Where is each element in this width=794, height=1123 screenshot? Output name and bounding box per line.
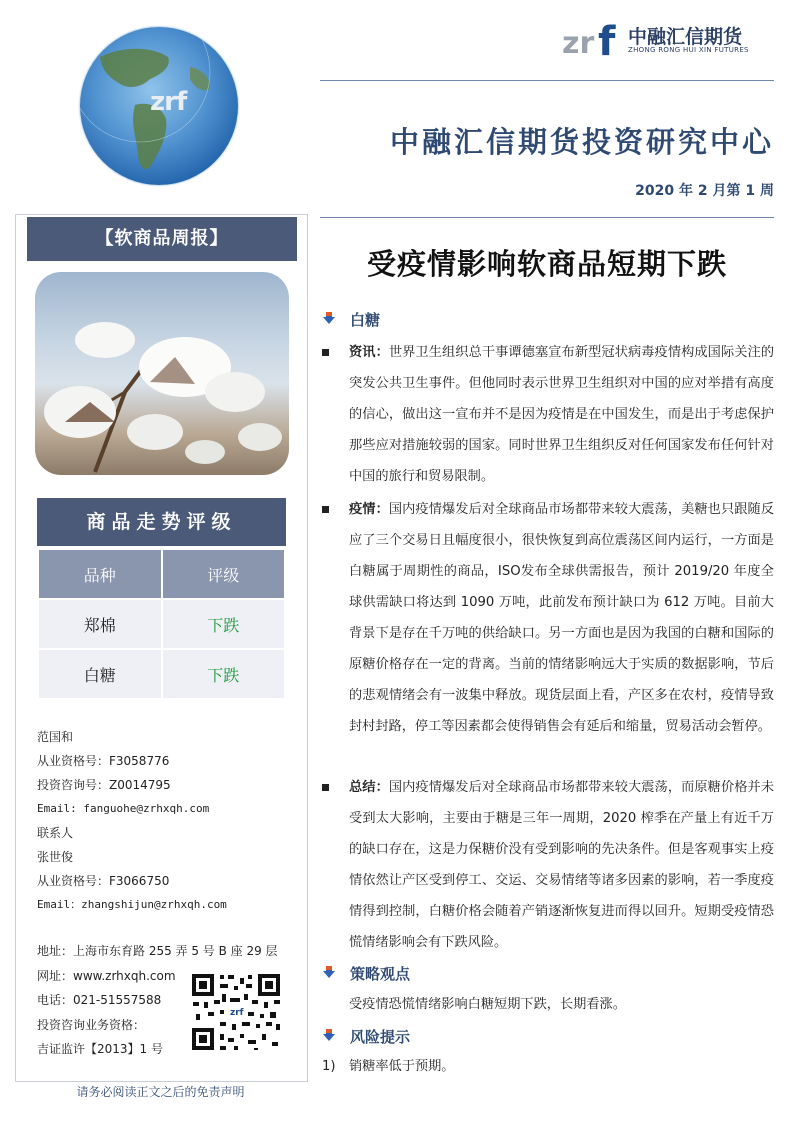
table-row <box>39 600 284 648</box>
svg-text:zr: zr <box>562 26 595 59</box>
report-week: 2020 年 2 月第 1 周 <box>635 183 774 199</box>
paragraph-news <box>349 337 774 492</box>
analyst-consult-no: 投资咨询号：Z0014795 <box>37 778 171 792</box>
rating-title: 商品走势评级 <box>37 498 286 546</box>
paragraph-summary <box>349 772 774 958</box>
bullet-icon <box>322 349 329 356</box>
license-number: 吉证监许【2013】1 号 <box>37 1042 163 1056</box>
disclaimer-note: 请务必阅读正文之后的免责声明 <box>76 1085 245 1099</box>
table-row <box>39 650 284 698</box>
contact-label: 联系人 <box>37 826 74 840</box>
risk-item-number: 1) <box>322 1059 336 1074</box>
rating-header-commodity: 品种 <box>39 550 161 598</box>
section-title-sugar: 白糖 <box>350 311 381 329</box>
report-headline: 受疫情影响软商品短期下跌 <box>366 247 727 281</box>
paragraph-epidemic <box>349 494 774 742</box>
paragraph-label: 资讯： <box>349 345 389 360</box>
company-address: 地址：上海市东育路 255 弄 5 号 B 座 29 层 <box>37 944 278 958</box>
section-arrow-icon <box>322 965 336 979</box>
report-type-tag: 【软商品周报】 <box>27 217 297 261</box>
company-english-name: ZHONG RONG HUI XIN FUTURES <box>628 46 749 54</box>
header-rule-bottom <box>320 217 774 218</box>
company-website[interactable]: 网址：www.zrhxqh.com <box>37 968 176 983</box>
rating-header-row <box>39 550 284 598</box>
svg-text:f: f <box>598 19 616 59</box>
analyst-email[interactable]: Email: fanguohe@zrhxqh.com <box>37 802 210 815</box>
svg-text:zrf: zrf <box>230 1008 244 1018</box>
research-center-title: 中融汇信期货投资研究中心 <box>389 125 774 159</box>
commodity-name: 白糖 <box>39 650 161 698</box>
paragraph-text: 国内疫情爆发后对全球商品市场都带来较大震荡，而原糖价格并未受到太大影响，主要由于糖是三年一周期，2020 榨季在产量上有近千万的缺口存在，这是力保糖价没有受到影响的先决条件。但是客观事实上疫情依然让产区受到停工、交运、交易情绪等诸多因素的影响，若一季度疫情得到控制，白糖价格会随着产销逐渐恢复进而得以回升。短期受疫情恐慌情绪影响会有下跌风险。 <box>349 780 775 950</box>
analyst-contact <box>37 725 227 917</box>
company-logo-mark <box>562 17 624 59</box>
commodity-name: 郑棉 <box>39 600 161 648</box>
section-title-strategy: 策略观点 <box>350 965 411 983</box>
globe-logo: zrf <box>150 87 187 117</box>
section-title-risk: 风险提示 <box>350 1028 411 1046</box>
risk-item-text: 销糖率低于预期。 <box>349 1059 455 1074</box>
contact-email[interactable]: Email：zhangshijun@zrhxqh.com <box>37 898 227 911</box>
company-name: 中融汇信期货 <box>628 26 743 48</box>
commodity-rating: 下跌 <box>163 600 285 648</box>
header-rule-top <box>320 80 774 81</box>
section-arrow-icon <box>322 1028 336 1042</box>
rating-table <box>37 548 286 700</box>
paragraph-text: 世界卫生组织总干事谭德塞宣布新型冠状病毒疫情构成国际关注的突发公共卫生事件。但他同时表示世界卫生组织对中国的应对举措有高度的信心，做出这一宣布并不是因为疫情是在中国发生，而是出于考虑保护那些应对措施较弱的国家。同时世界卫生组织反对任何国家发布任何针对中国的旅行和贸易限制。 <box>349 345 775 484</box>
analyst-license: 从业资格号：F3058776 <box>37 754 170 768</box>
paragraph-label: 总结： <box>349 780 389 795</box>
cotton-illustration <box>35 272 289 475</box>
license-label: 投资咨询业务资格： <box>37 1017 146 1032</box>
cotton-photo <box>35 272 289 475</box>
analyst-name: 范国和 <box>37 730 74 744</box>
strategy-text: 受疫情恐慌情绪影响白糖短期下跌，长期看涨。 <box>349 997 626 1012</box>
company-phone: 电话：021-51557588 <box>37 993 162 1007</box>
contact-license: 从业资格号：F3066750 <box>37 874 170 888</box>
rating-header-rating: 评级 <box>163 550 285 598</box>
qr-code <box>190 972 282 1052</box>
section-arrow-icon <box>322 311 336 325</box>
paragraph-text: 国内疫情爆发后对全球商品市场都带来较大震荡，美糖也只跟随反应了三个交易日且幅度很小，很快恢复到高位震荡区间内运行，一方面是白糖属于周期性的商品，ISO发布全球供需报告，预计 2019/20 年度全球供需缺口将达到 1090 万吨，此前发布预计缺口为 612 万吨。目前大背景下是存在千万吨的供给缺口。另一方面也是因为我国的白糖和国际的原糖价格存在一定的背离。当前的情绪影响远大于实质的数据影响，节后的悲观情绪会有一波集中释放。现货层面上看，产区多在农村，疫情导致封村封路，停工等因素都会使得销售会有延后和缩量，贸易活动会暂停。 <box>349 502 775 734</box>
commodity-rating: 下跌 <box>163 650 285 698</box>
contact-name: 张世俊 <box>37 850 74 864</box>
bullet-icon <box>322 506 329 513</box>
paragraph-label: 疫情： <box>349 502 389 517</box>
bullet-icon <box>322 784 329 791</box>
